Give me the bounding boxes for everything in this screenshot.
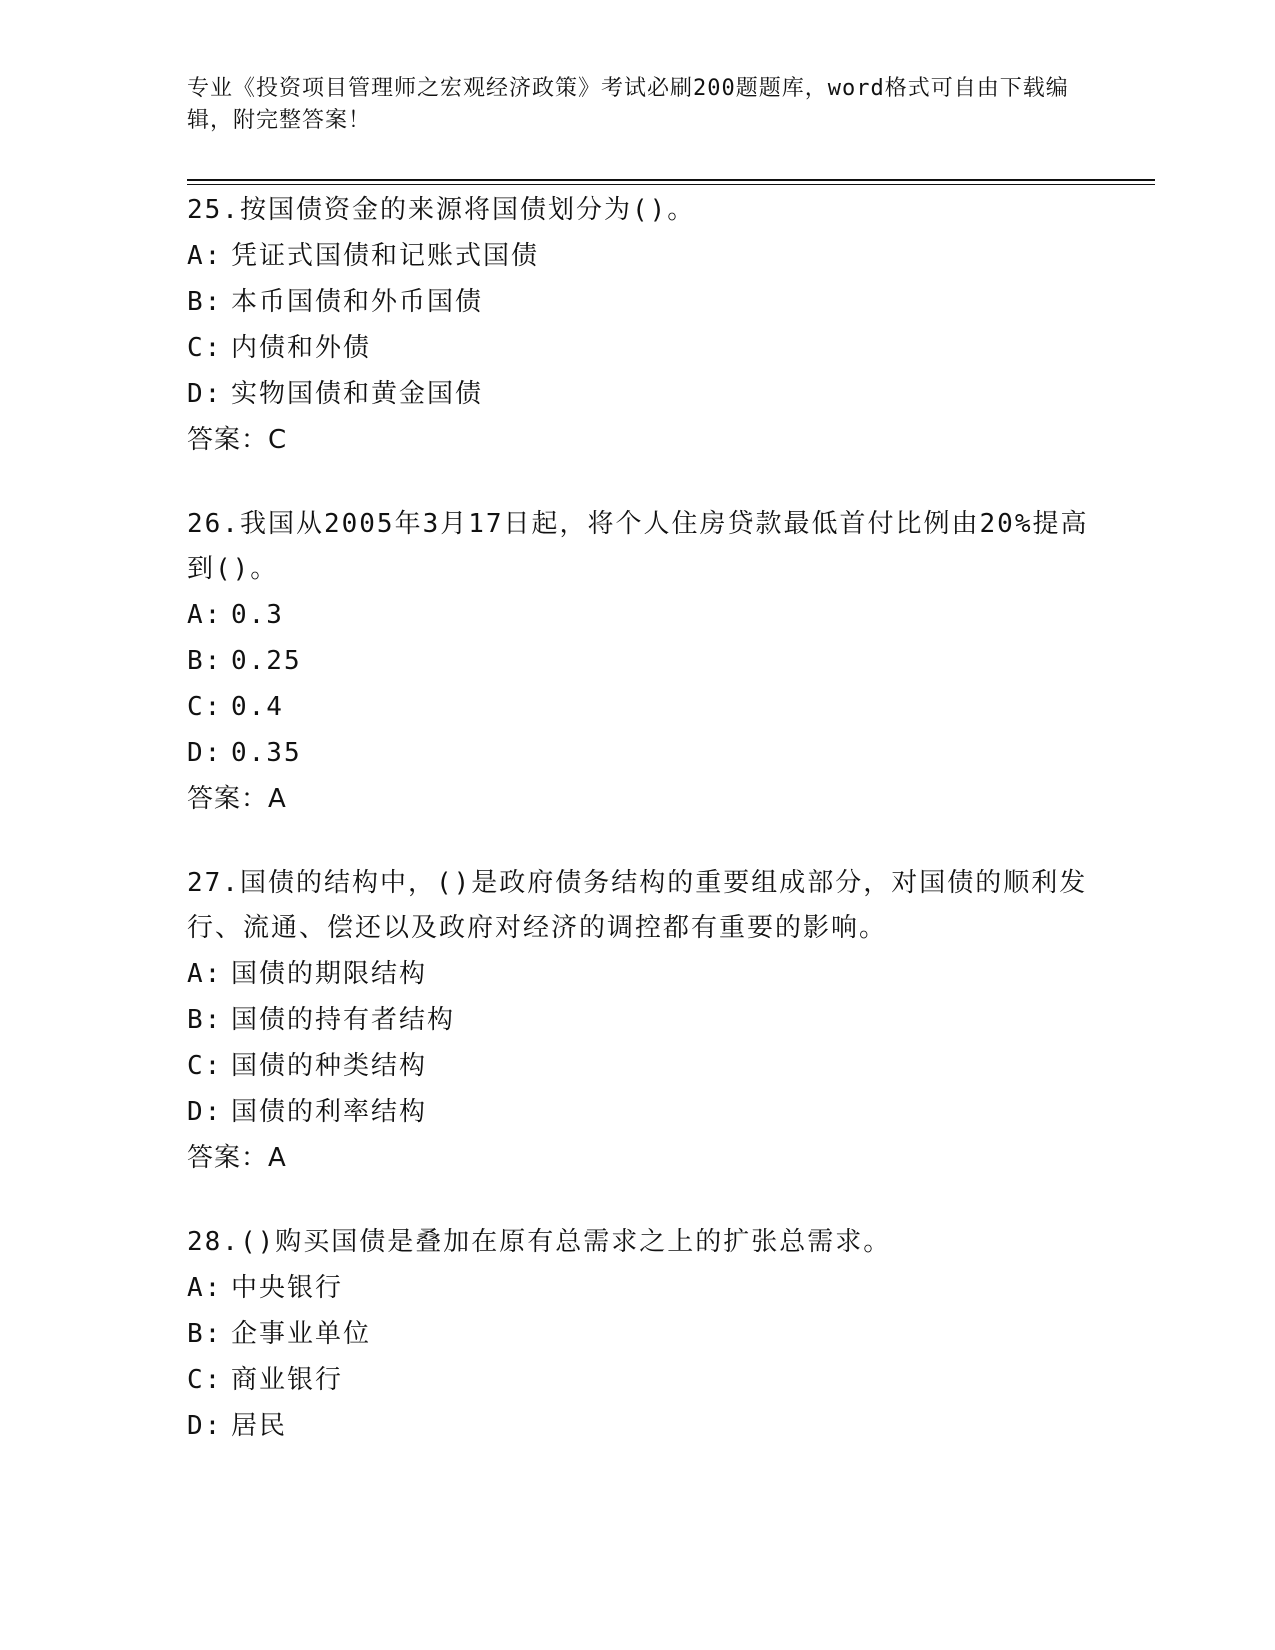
option-text: 国债的种类结构 — [231, 1051, 428, 1081]
option-text: 国债的持有者结构 — [231, 1005, 456, 1035]
option-label: A: — [187, 1273, 223, 1303]
option-text: 0.35 — [231, 738, 302, 768]
option-label: A: — [187, 959, 223, 989]
option-text: 0.3 — [231, 600, 284, 630]
option-a — [187, 951, 1097, 997]
question-text: 26.我国从2005年3月17日起，将个人住房贷款最低首付比例由20%提高到()。 — [187, 509, 1089, 584]
option-label: D: — [187, 1411, 223, 1441]
option-c — [187, 1357, 1097, 1403]
option-d — [187, 730, 1097, 776]
option-a — [187, 1265, 1097, 1311]
question-list — [187, 188, 1097, 1488]
option-label: D: — [187, 1097, 223, 1127]
answer-line: 答案：A — [187, 784, 287, 814]
option-text: 国债的期限结构 — [231, 959, 428, 989]
option-a — [187, 592, 1097, 638]
question-text: 27.国债的结构中，()是政府债务结构的重要组成部分，对国债的顺利发行、流通、偿还以及政府对经济的调控都有重要的影响。 — [187, 868, 1088, 943]
option-label: D: — [187, 738, 223, 768]
option-d — [187, 371, 1097, 417]
option-text: 0.4 — [231, 692, 284, 722]
option-b — [187, 1311, 1097, 1357]
option-text: 中央银行 — [231, 1273, 344, 1303]
option-label: B: — [187, 287, 223, 317]
option-text: 0.25 — [231, 646, 302, 676]
answer-line: 答案：A — [187, 1143, 287, 1173]
option-label: B: — [187, 1319, 223, 1349]
option-c — [187, 684, 1097, 730]
option-b — [187, 638, 1097, 684]
question-27 — [187, 861, 1097, 1181]
option-label: D: — [187, 379, 223, 409]
question-26 — [187, 502, 1097, 822]
option-label: A: — [187, 241, 223, 271]
option-c — [187, 325, 1097, 371]
option-label: B: — [187, 646, 223, 676]
option-label: A: — [187, 600, 223, 630]
option-a — [187, 233, 1097, 279]
option-c — [187, 1043, 1097, 1089]
answer-line: 答案：C — [187, 425, 288, 455]
option-b — [187, 279, 1097, 325]
option-text: 凭证式国债和记账式国债 — [231, 241, 540, 271]
option-b — [187, 997, 1097, 1043]
option-d — [187, 1403, 1097, 1449]
question-28 — [187, 1220, 1097, 1449]
option-text: 内债和外债 — [231, 333, 372, 363]
question-text: 28.()购买国债是叠加在原有总需求之上的扩张总需求。 — [187, 1227, 892, 1257]
option-label: C: — [187, 1365, 223, 1395]
option-d — [187, 1089, 1097, 1135]
option-text: 本币国债和外币国债 — [231, 287, 484, 317]
option-text: 实物国债和黄金国债 — [231, 379, 484, 409]
header-rule-thick — [187, 179, 1155, 181]
document-intro: 专业《投资项目管理师之宏观经济政策》考试必刷200题题库，word格式可自由下载编辑，附完整答案！ — [187, 76, 1069, 133]
option-label: B: — [187, 1005, 223, 1035]
option-text: 国债的利率结构 — [231, 1097, 428, 1127]
option-label: C: — [187, 692, 223, 722]
option-label: C: — [187, 1051, 223, 1081]
option-text: 居民 — [231, 1411, 288, 1441]
option-text: 企事业单位 — [231, 1319, 372, 1349]
option-label: C: — [187, 333, 223, 363]
header-rule-thin — [187, 184, 1155, 185]
question-text: 25.按国债资金的来源将国债划分为()。 — [187, 195, 696, 225]
question-25 — [187, 188, 1097, 463]
option-text: 商业银行 — [231, 1365, 344, 1395]
